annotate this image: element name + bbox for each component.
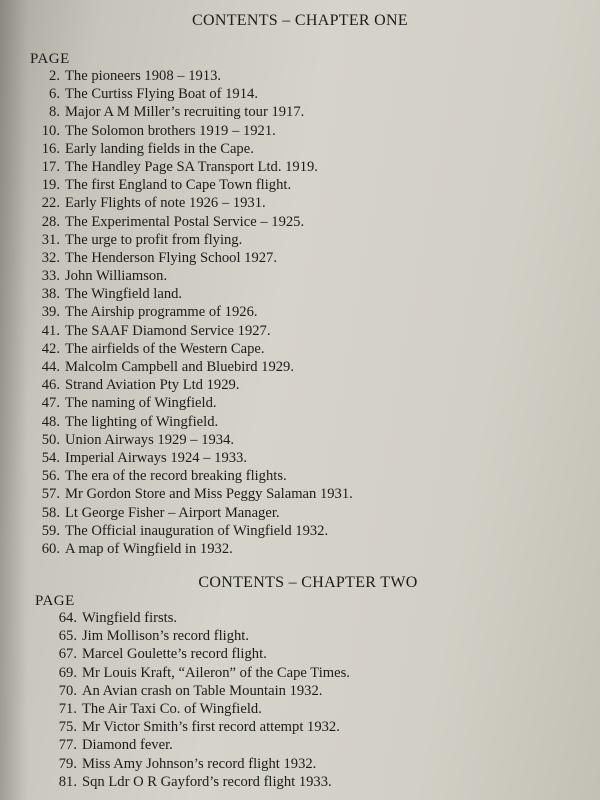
chapter-two-heading: CONTENTS – CHAPTER TWO	[198, 574, 418, 591]
chapter-one-heading: CONTENTS – CHAPTER ONE	[192, 12, 408, 29]
toc-page-number: 33.	[41, 268, 60, 285]
toc-page-number: 57.	[41, 486, 60, 503]
toc-entry-title: The Official inauguration of Wingfield 1932.	[65, 522, 329, 539]
toc-entry-title: Early landing fields in the Cape.	[65, 140, 254, 157]
toc-page-number: 39.	[41, 304, 60, 321]
toc-page-number: 17.	[41, 158, 60, 175]
page-gutter-shadow	[0, 0, 28, 800]
toc-page-number: 71.	[58, 700, 77, 717]
toc-page-number: 19.	[41, 177, 60, 194]
toc-page-number: 58.	[41, 504, 60, 521]
toc-page-number: 48.	[41, 413, 60, 430]
toc-entry-title: The pioneers 1908 – 1913.	[65, 68, 222, 84]
toc-page-number: 56.	[41, 468, 60, 485]
toc-entry-title: Jim Mollison’s record flight.	[82, 628, 250, 645]
toc-entry-title: Mr Victor Smith’s first record attempt 1932.	[82, 719, 340, 736]
toc-entry-title: The Curtiss Flying Boat of 1914.	[65, 86, 258, 103]
chapter-two-page-label: PAGE	[35, 593, 75, 609]
toc-entry-title: Malcolm Campbell and Bluebird 1929.	[65, 359, 295, 375]
toc-entry-title: A map of Wingfield in 1932.	[65, 540, 233, 557]
toc-page-number: 60.	[41, 540, 60, 557]
toc-page-number: 70.	[58, 682, 77, 699]
toc-entry-title: Diamond fever.	[82, 737, 173, 754]
toc-page-number: 28.	[41, 213, 60, 230]
toc-page-number: 38.	[41, 286, 60, 303]
toc-entry-title: Wingfield firsts.	[82, 610, 178, 626]
toc-page-number: 22.	[41, 195, 60, 212]
toc-entry-title: The Handley Page SA Transport Ltd. 1919.	[65, 158, 318, 175]
toc-page-number: 65.	[58, 628, 77, 645]
toc-page-number: 47.	[41, 395, 60, 412]
toc-entry-title: Miss Amy Johnson’s record flight 1932.	[82, 755, 317, 772]
toc-entry-title: The naming of Wingfield.	[65, 395, 217, 412]
toc-page-number: 81.	[58, 773, 77, 790]
toc-entry-title: Major A M Miller’s recruiting tour 1917.	[65, 104, 305, 121]
toc-entry-title: Lt George Fisher – Airport Manager.	[65, 504, 280, 521]
toc-page-number: 2.	[49, 68, 60, 84]
toc-page-number: 16.	[41, 140, 60, 157]
toc-page-number: 69.	[58, 664, 77, 681]
toc-page-number: 54.	[41, 449, 60, 466]
toc-page-number: 8.	[49, 104, 60, 121]
toc-page-number: 50.	[41, 431, 60, 448]
chapter-one-page-label: PAGE	[30, 51, 70, 67]
toc-page-number: 64.	[58, 610, 77, 626]
toc-page-number: 10.	[41, 122, 60, 139]
toc-entry-title: Marcel Goulette’s record flight.	[82, 646, 267, 663]
toc-entry-title: Imperial Airways 1924 – 1933.	[65, 449, 247, 466]
toc-entry-title: The Henderson Flying School 1927.	[65, 249, 277, 266]
toc-entry-title: The lighting of Wingfield.	[65, 413, 219, 430]
toc-page-number: 77.	[58, 737, 77, 754]
toc-entry-title: An Avian crash on Table Mountain 1932.	[82, 682, 323, 699]
toc-page-number: 75.	[58, 719, 77, 736]
toc-page-number: 42.	[41, 340, 60, 357]
toc-page-number: 46.	[41, 377, 60, 394]
toc-page-number: 41.	[41, 322, 60, 339]
toc-entry-title: The Experimental Postal Service – 1925.	[65, 213, 305, 230]
toc-page-number: 32.	[41, 249, 60, 266]
toc-entry-title: The SAAF Diamond Service 1927.	[65, 322, 271, 339]
toc-page-number: 31.	[41, 231, 60, 248]
toc-page-number: 59.	[41, 522, 60, 539]
toc-entry-title: Strand Aviation Pty Ltd 1929.	[65, 377, 240, 394]
toc-entry-title: The Wingfield land.	[65, 286, 183, 303]
toc-entry-title: Sqn Ldr O R Gayford’s record flight 1933.	[82, 773, 332, 790]
toc-entry-title: Mr Louis Kraft, “Aileron” of the Cape Times.	[82, 664, 350, 681]
toc-page-number: 79.	[58, 755, 77, 772]
toc-entry-title: The first England to Cape Town flight.	[65, 177, 292, 194]
toc-page-number: 44.	[41, 359, 60, 375]
toc-entry-title: The Solomon brothers 1919 – 1921.	[65, 122, 276, 139]
toc-entry-title: The Airship programme of 1926.	[65, 304, 258, 321]
toc-page-number: 67.	[58, 646, 77, 663]
toc-entry-title: Union Airways 1929 – 1934.	[65, 431, 235, 448]
toc-entry-title: The Air Taxi Co. of Wingfield.	[82, 700, 262, 717]
toc-entry-title: The era of the record breaking flights.	[65, 468, 287, 485]
toc-entry-title: The urge to profit from flying.	[65, 231, 243, 248]
toc-entry-title: Mr Gordon Store and Miss Peggy Salaman 1931.	[65, 486, 353, 503]
toc-entry-title: The airfields of the Western Cape.	[65, 340, 265, 357]
toc-entry-title: John Williamson.	[65, 268, 168, 285]
toc-page-number: 6.	[49, 86, 60, 103]
toc-entry-title: Early Flights of note 1926 – 1931.	[65, 195, 266, 212]
